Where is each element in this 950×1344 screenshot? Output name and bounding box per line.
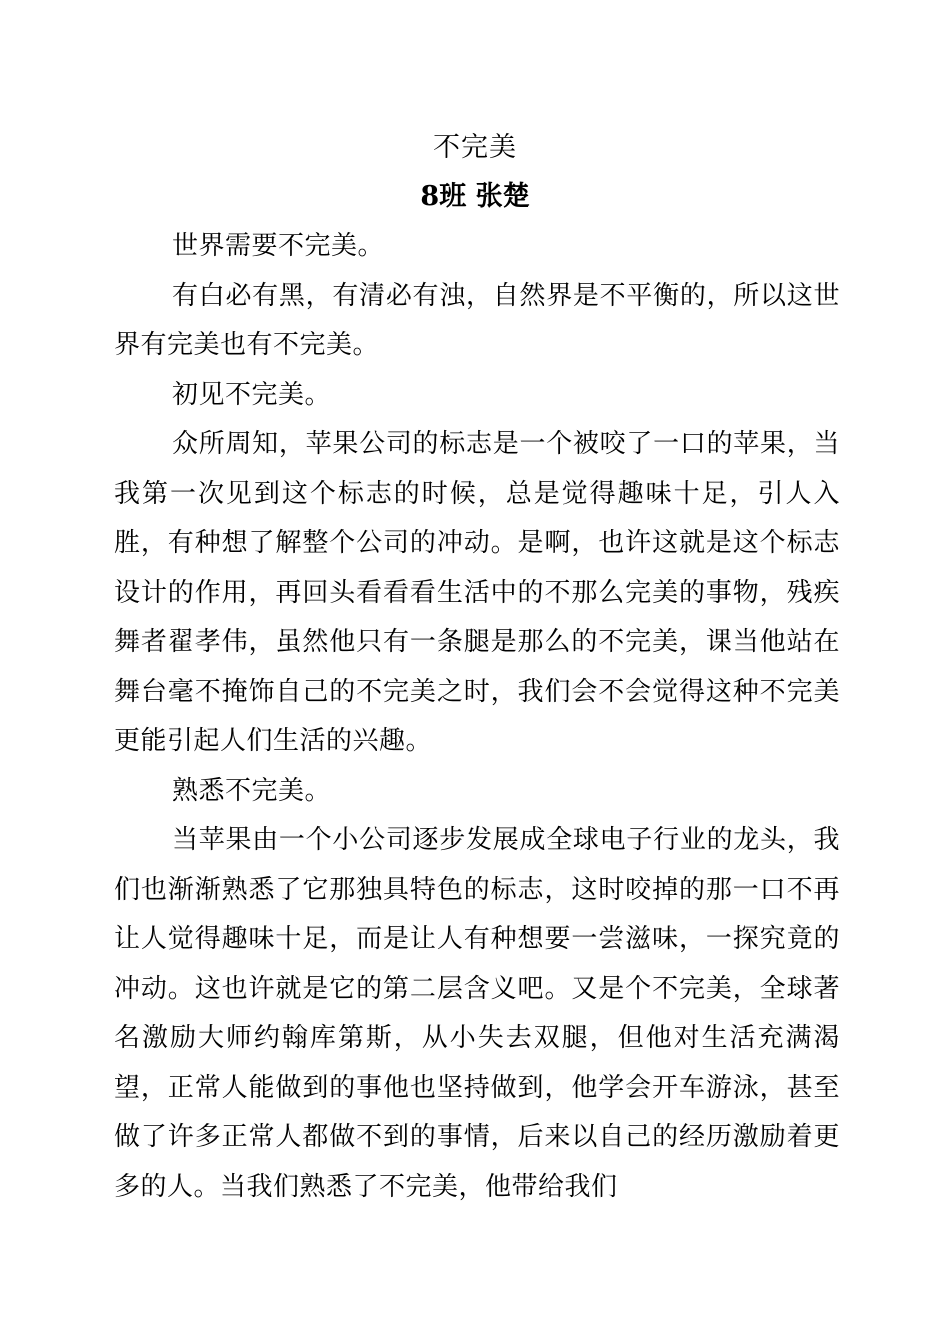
paragraph: 众所周知，苹果公司的标志是一个被咬了一口的苹果，当我第一次见到这个标志的时候，总是觉得趣味十足，引人入胜，有种想了解整个公司的冲动。是啊，也许这就是这个标志设计的作用，再回头看看看生活中的不那么完美的事物，残疾舞者翟孝伟，虽然他只有一条腿是那么的不完美，课当他站在舞台毫不掩饰自己的不完美之时，我们会不会觉得这种不完美更能引起人们生活的兴趣。 bbox=[114, 429, 840, 756]
paragraph: 世界需要不完美。 bbox=[172, 231, 385, 261]
paragraph: 熟悉不完美。 bbox=[172, 775, 332, 806]
author-byline: 8班 张楚 bbox=[420, 181, 530, 212]
document-title: 不完美 bbox=[433, 132, 517, 163]
paragraph: 有白必有黑，有清必有浊，自然界是不平衡的，所以这世界有完美也有不完美。 bbox=[114, 280, 840, 360]
paragraph: 当苹果由一个小公司逐步发展成全球电子行业的龙头，我们也渐渐熟悉了它那独具特色的标志，这时咬掉的那一口不再让人觉得趣味十足，而是让人有种想要一尝滋味，一探究竟的冲动。这也许就是它的第二层含义吧。又是个不完美，全球著名激励大师约翰库第斯，从小失去双腿，但他对生活充满渴望，正常人能做到的事他也坚持做到，他学会开车游泳，甚至做了许多正常人都做不到的事情，后来以自己的经历激励着更多的人。当我们熟悉了不完美，他带给我们 bbox=[114, 825, 840, 1202]
document-body bbox=[114, 222, 840, 1212]
paragraph: 初见不完美。 bbox=[172, 379, 332, 410]
